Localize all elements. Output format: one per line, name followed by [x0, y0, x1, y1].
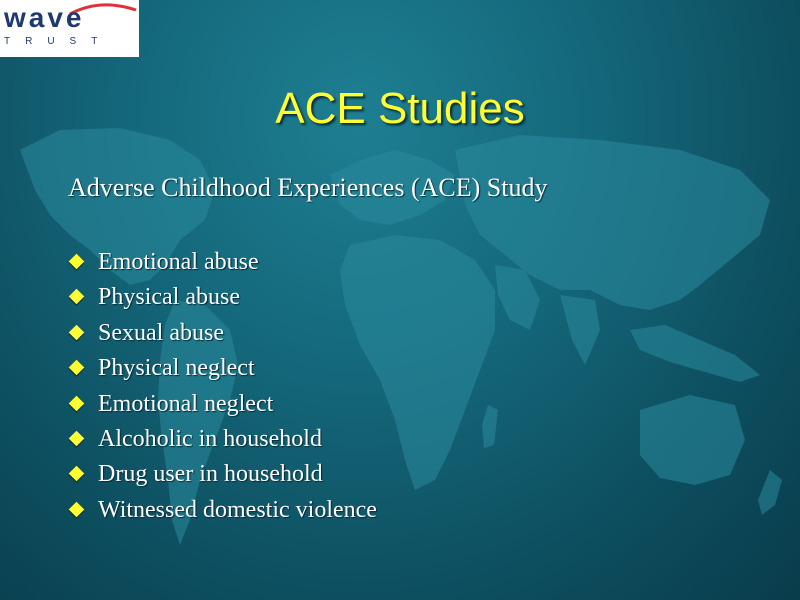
slide-title: ACE Studies	[275, 84, 525, 133]
bullet-text: Alcoholic in household	[98, 425, 322, 452]
map-australia	[640, 395, 745, 485]
bullet-text: Witnessed domestic violence	[98, 496, 377, 523]
bullet-text: Sexual abuse	[98, 319, 224, 346]
wave-trust-logo	[0, 0, 139, 57]
slide-subtitle: Adverse Childhood Experiences (ACE) Study	[68, 173, 548, 202]
logo-tagline: TRUST	[4, 36, 113, 47]
bullet-text: Physical neglect	[98, 355, 255, 382]
bullet-text: Emotional abuse	[98, 249, 259, 275]
map-madagascar	[482, 405, 498, 448]
bullet-text: Drug user in household	[98, 461, 323, 488]
map-india	[560, 295, 600, 365]
map-new-zealand	[758, 470, 782, 515]
map-africa	[340, 235, 495, 490]
bullet-text: Physical abuse	[98, 284, 240, 311]
map-se-asia	[630, 325, 760, 382]
bullet-text: Emotional neglect	[98, 390, 274, 417]
logo-wordmark: wave	[4, 2, 85, 33]
